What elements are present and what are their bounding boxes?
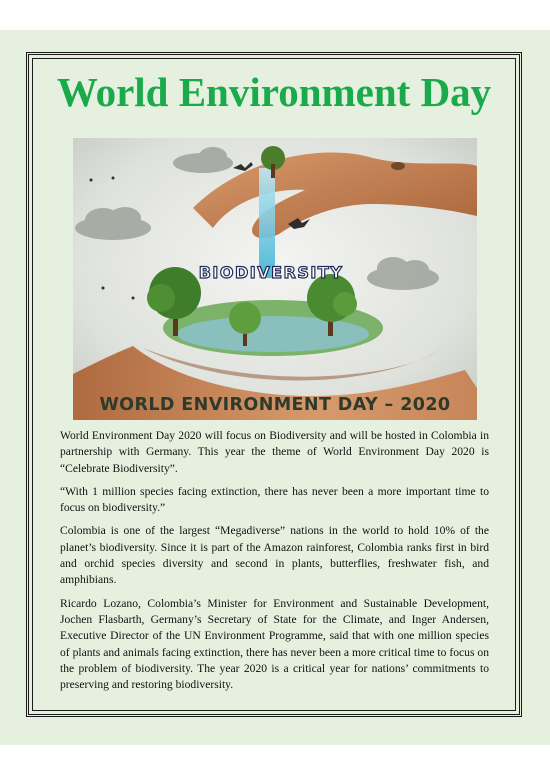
biodiversity-label: BIODIVERSITY: [198, 263, 344, 282]
hero-image: [73, 138, 477, 420]
paragraph: Colombia is one of the largest “Megadiverse” nations in the world to hold 10% of the planet’s biodiversity. Since it is part of the Amazon rainforest, Colombia ranks first in bird and orchid species diversity and second in plants, butterflies, freshwater fish, and amphibians.: [60, 524, 489, 587]
page-top-margin: [0, 0, 550, 30]
article-body: [60, 428, 489, 700]
page-title: World Environment Day: [56, 69, 492, 115]
banner-label: WORLD ENVIRONMENT DAY – 2020: [99, 395, 451, 415]
paragraph: World Environment Day 2020 will focus on Biodiversity and will be hosted in Colombia in partnership with Germany. This year the theme of World Environment Day 2020 is “Celebrate Biodiversity”.: [60, 429, 489, 475]
page-bottom-margin: [0, 745, 550, 777]
paragraph: “With 1 million species facing extinction, there has never been a more important time to focus on biodiversity.”: [60, 484, 489, 515]
paragraph: Ricardo Lozano, Colombia’s Minister for Environment and Sustainable Development, Jochen Flasbarth, Germany’s Secretary of State for the Climate, and Inger Andersen, Executive Director of the UN Environment Programme, said that with one million species of plants and animals facing extinction, there has never been a more critical time to focus on the problem of biodiversity. The year 2020 is a critical year for nations’ commitments to preserving and restoring biodiversity.: [60, 596, 489, 692]
waterfall-icon: [259, 168, 275, 278]
